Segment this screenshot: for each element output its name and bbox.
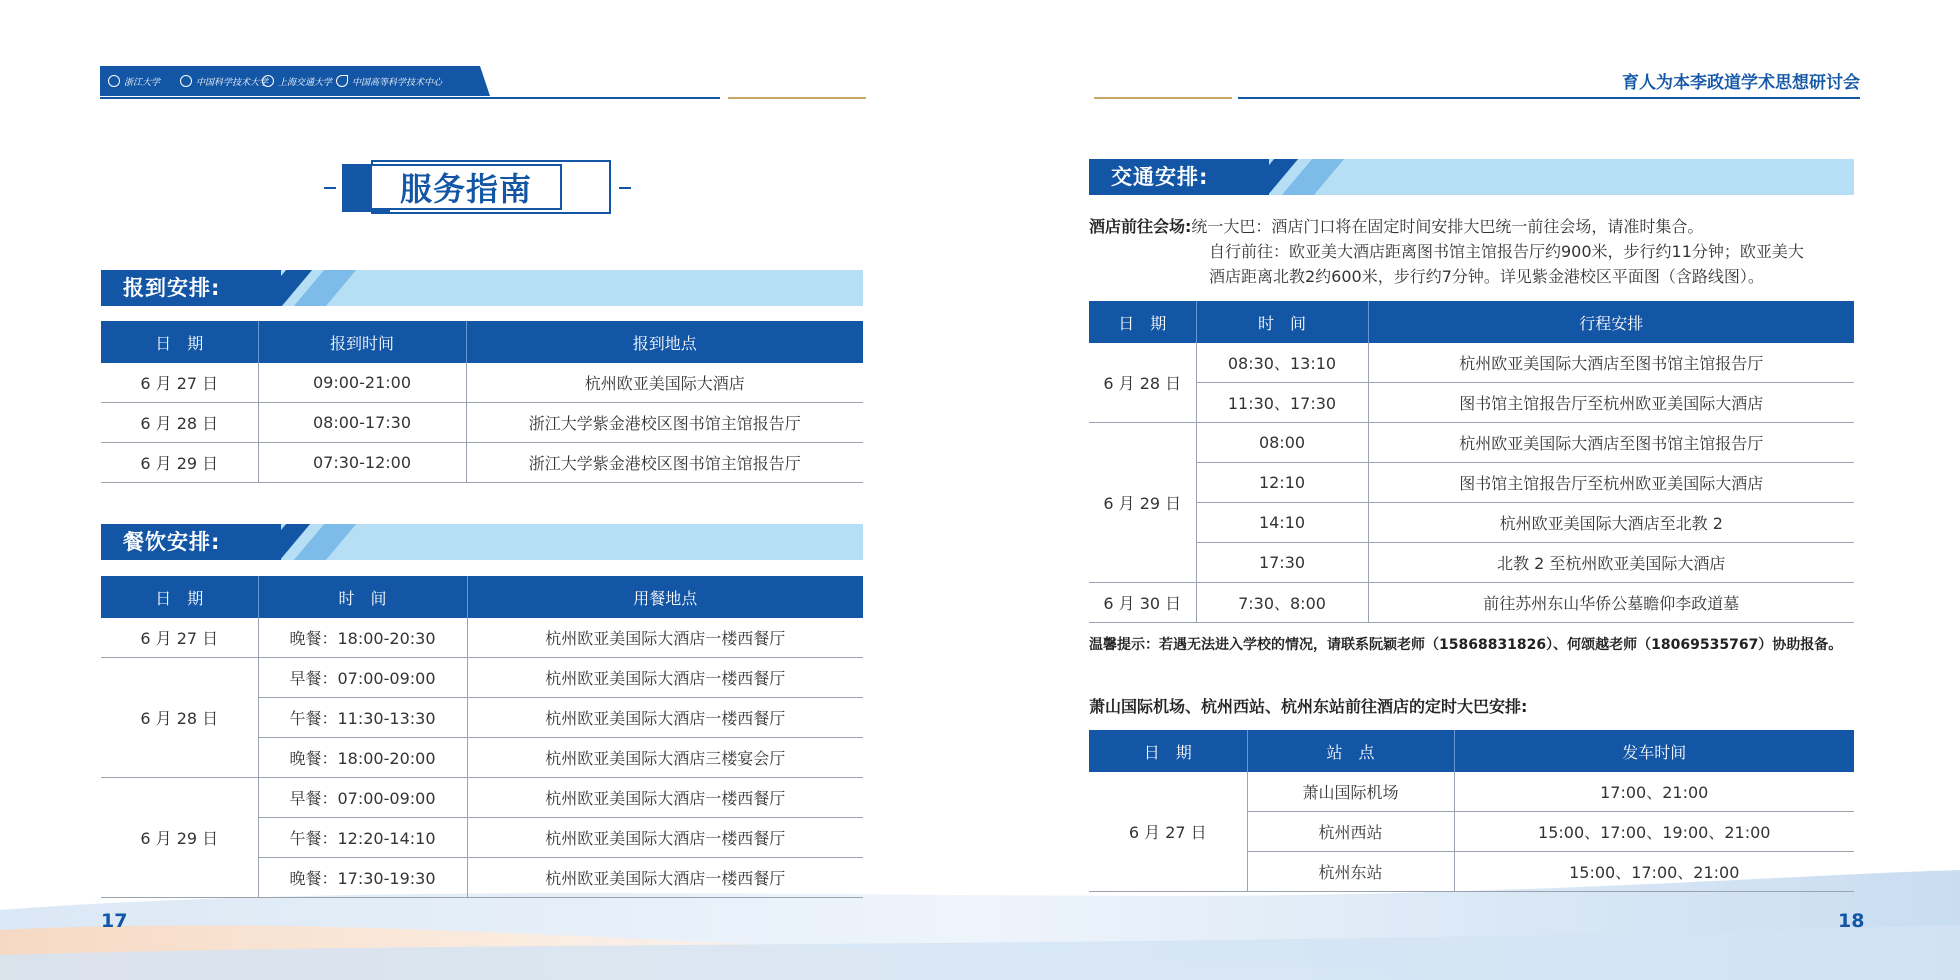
table-cell: 6 月 28 日 bbox=[101, 403, 258, 443]
section-title: 报到安排: bbox=[123, 276, 221, 300]
table-row bbox=[1089, 503, 1854, 543]
section-title: 餐饮安排: bbox=[123, 530, 221, 554]
column-header: 站 点 bbox=[1247, 730, 1454, 772]
logo-zju bbox=[108, 73, 160, 89]
table-header-row bbox=[101, 576, 863, 618]
table-cell: 图书馆主馆报告厅至杭州欧亚美国际大酒店 bbox=[1368, 463, 1854, 503]
column-header: 日 期 bbox=[1089, 301, 1196, 343]
table-row bbox=[101, 403, 863, 443]
table-cell: 杭州欧亚美国际大酒店 bbox=[466, 363, 863, 403]
header-rule-gold-right bbox=[1094, 97, 1232, 99]
section-header-dining bbox=[101, 524, 863, 560]
table-cell: 12:10 bbox=[1196, 463, 1368, 503]
table-row bbox=[1089, 543, 1854, 583]
table-row bbox=[1089, 383, 1854, 423]
shuttle-table bbox=[1089, 730, 1854, 892]
table-cell: 早餐：07:00-09:00 bbox=[258, 778, 467, 818]
date-cell: 6 月 30 日 bbox=[1089, 583, 1196, 623]
table-cell: 07:30-12:00 bbox=[258, 443, 466, 483]
table-header-row bbox=[1089, 730, 1854, 772]
table-cell: 浙江大学紫金港校区图书馆主馆报告厅 bbox=[466, 443, 863, 483]
table-row bbox=[101, 363, 863, 403]
table-cell: 杭州欧亚美国际大酒店至北教 2 bbox=[1368, 503, 1854, 543]
header-rule-right bbox=[1238, 97, 1860, 99]
table-cell: 杭州东站 bbox=[1247, 852, 1454, 892]
seal-icon bbox=[108, 75, 120, 87]
column-header: 时 间 bbox=[1196, 301, 1368, 343]
table-cell: 6 月 27 日 bbox=[101, 363, 258, 403]
shuttle-title: 萧山国际机场、杭州西站、杭州东站前往酒店的定时大巴安排: bbox=[1089, 697, 1528, 716]
table-cell: 7:30、8:00 bbox=[1196, 583, 1368, 623]
table-row bbox=[1089, 343, 1854, 383]
date-cell: 6 月 29 日 bbox=[101, 778, 258, 898]
logo-ustc-text: 中国科学技术大学 bbox=[196, 77, 269, 88]
logo-sjtu bbox=[262, 73, 332, 89]
title-dash-right bbox=[619, 187, 631, 189]
section-header-transport bbox=[1089, 159, 1854, 195]
table-cell: 17:00、21:00 bbox=[1454, 772, 1854, 812]
table-cell: 08:30、13:10 bbox=[1196, 343, 1368, 383]
dining-table bbox=[101, 576, 863, 898]
table-cell: 6 月 29 日 bbox=[101, 443, 258, 483]
warm-tip: 温馨提示：若遇无法进入学校的情况，请联系阮颖老师（15868831826）、何颂越老师（18069535767）协助报备。 bbox=[1089, 637, 1843, 653]
table-cell: 晚餐：18:00-20:30 bbox=[258, 618, 467, 658]
transport-table bbox=[1089, 301, 1854, 623]
transport-line-3: 酒店距离北教2约600米，步行约7分钟。详见紫金港校区平面图（含路线图）。 bbox=[1209, 267, 1764, 286]
section-header-registration bbox=[101, 270, 863, 306]
header-rule-gold-left bbox=[728, 97, 866, 99]
table-cell: 晚餐：18:00-20:00 bbox=[258, 738, 467, 778]
table-row bbox=[1089, 423, 1854, 463]
table-cell: 杭州西站 bbox=[1247, 812, 1454, 852]
page-number-left: 17 bbox=[101, 910, 128, 932]
table-cell: 图书馆主馆报告厅至杭州欧亚美国际大酒店 bbox=[1368, 383, 1854, 423]
swirl-icon bbox=[336, 75, 348, 87]
table-cell: 午餐：12:20-14:10 bbox=[258, 818, 467, 858]
column-header: 报到地点 bbox=[466, 321, 863, 363]
table-cell: 浙江大学紫金港校区图书馆主馆报告厅 bbox=[466, 403, 863, 443]
table-cell: 杭州欧亚美国际大酒店一楼西餐厅 bbox=[467, 818, 863, 858]
table-cell: 杭州欧亚美国际大酒店至图书馆主馆报告厅 bbox=[1368, 423, 1854, 463]
column-header: 日 期 bbox=[101, 321, 258, 363]
registration-table bbox=[101, 321, 863, 483]
table-cell: 14:10 bbox=[1196, 503, 1368, 543]
date-cell: 6 月 27 日 bbox=[101, 618, 258, 658]
table-cell: 杭州欧亚美国际大酒店一楼西餐厅 bbox=[467, 658, 863, 698]
table-cell: 杭州欧亚美国际大酒店一楼西餐厅 bbox=[467, 858, 863, 898]
header-title: 育人为本李政道学术思想研讨会 bbox=[1622, 73, 1860, 93]
transport-text: 统一大巴：酒店门口将在固定时间安排大巴统一前往会场，请准时集合。 bbox=[1191, 217, 1704, 236]
column-header: 用餐地点 bbox=[467, 576, 863, 618]
table-cell: 08:00 bbox=[1196, 423, 1368, 463]
table-cell: 早餐：07:00-09:00 bbox=[258, 658, 467, 698]
table-cell: 15:00、17:00、19:00、21:00 bbox=[1454, 812, 1854, 852]
table-cell: 15:00、17:00、21:00 bbox=[1454, 852, 1854, 892]
column-header: 时 间 bbox=[258, 576, 467, 618]
table-header-row bbox=[1089, 301, 1854, 343]
column-header: 日 期 bbox=[101, 576, 258, 618]
logo-ccast-text: 中国高等科学技术中心 bbox=[352, 77, 443, 88]
table-row bbox=[1089, 772, 1854, 812]
table-cell: 杭州欧亚美国际大酒店一楼西餐厅 bbox=[467, 618, 863, 658]
table-row bbox=[101, 658, 863, 698]
column-header: 报到时间 bbox=[258, 321, 466, 363]
table-cell: 09:00-21:00 bbox=[258, 363, 466, 403]
table-cell: 午餐：11:30-13:30 bbox=[258, 698, 467, 738]
table-row bbox=[101, 443, 863, 483]
table-row bbox=[101, 618, 863, 658]
column-header: 发车时间 bbox=[1454, 730, 1854, 772]
table-row bbox=[1089, 463, 1854, 503]
transport-line-1 bbox=[1089, 214, 1703, 239]
table-header-row bbox=[101, 321, 863, 363]
service-guide-title bbox=[324, 160, 629, 216]
table-cell: 前往苏州东山华侨公墓瞻仰李政道墓 bbox=[1368, 583, 1854, 623]
table-cell: 萧山国际机场 bbox=[1247, 772, 1454, 812]
date-cell: 6 月 29 日 bbox=[1089, 423, 1196, 583]
table-cell: 杭州欧亚美国际大酒店一楼西餐厅 bbox=[467, 698, 863, 738]
header-rule-left bbox=[100, 97, 720, 99]
table-cell: 杭州欧亚美国际大酒店一楼西餐厅 bbox=[467, 778, 863, 818]
date-cell: 6 月 28 日 bbox=[1089, 343, 1196, 423]
logo-ustc bbox=[180, 73, 268, 89]
page-title: 服务指南 bbox=[370, 164, 562, 210]
date-cell: 6 月 28 日 bbox=[101, 658, 258, 778]
table-cell: 杭州欧亚美国际大酒店三楼宴会厅 bbox=[467, 738, 863, 778]
logo-ccast bbox=[336, 73, 442, 89]
logo-zju-text: 浙江大学 bbox=[124, 77, 161, 88]
date-cell: 6 月 27 日 bbox=[1089, 772, 1247, 892]
transport-lead-label: 酒店前往会场: bbox=[1089, 217, 1192, 236]
seal-icon bbox=[180, 75, 192, 87]
column-header: 日 期 bbox=[1089, 730, 1247, 772]
transport-line-2: 自行前往：欧亚美大酒店距离图书馆主馆报告厅约900米，步行约11分钟；欧亚美大 bbox=[1209, 242, 1804, 261]
table-cell: 17:30 bbox=[1196, 543, 1368, 583]
column-header: 行程安排 bbox=[1368, 301, 1854, 343]
table-row bbox=[1089, 583, 1854, 623]
table-cell: 杭州欧亚美国际大酒店至图书馆主馆报告厅 bbox=[1368, 343, 1854, 383]
table-cell: 11:30、17:30 bbox=[1196, 383, 1368, 423]
page-number-right: 18 bbox=[1838, 910, 1865, 932]
table-cell: 晚餐：17:30-19:30 bbox=[258, 858, 467, 898]
section-title: 交通安排: bbox=[1111, 165, 1209, 189]
table-row bbox=[101, 778, 863, 818]
table-cell: 北教 2 至杭州欧亚美国际大酒店 bbox=[1368, 543, 1854, 583]
title-dash-left bbox=[324, 187, 336, 189]
table-cell: 08:00-17:30 bbox=[258, 403, 466, 443]
logo-sjtu-text: 上海交通大学 bbox=[278, 77, 333, 88]
seal-icon bbox=[262, 75, 274, 87]
